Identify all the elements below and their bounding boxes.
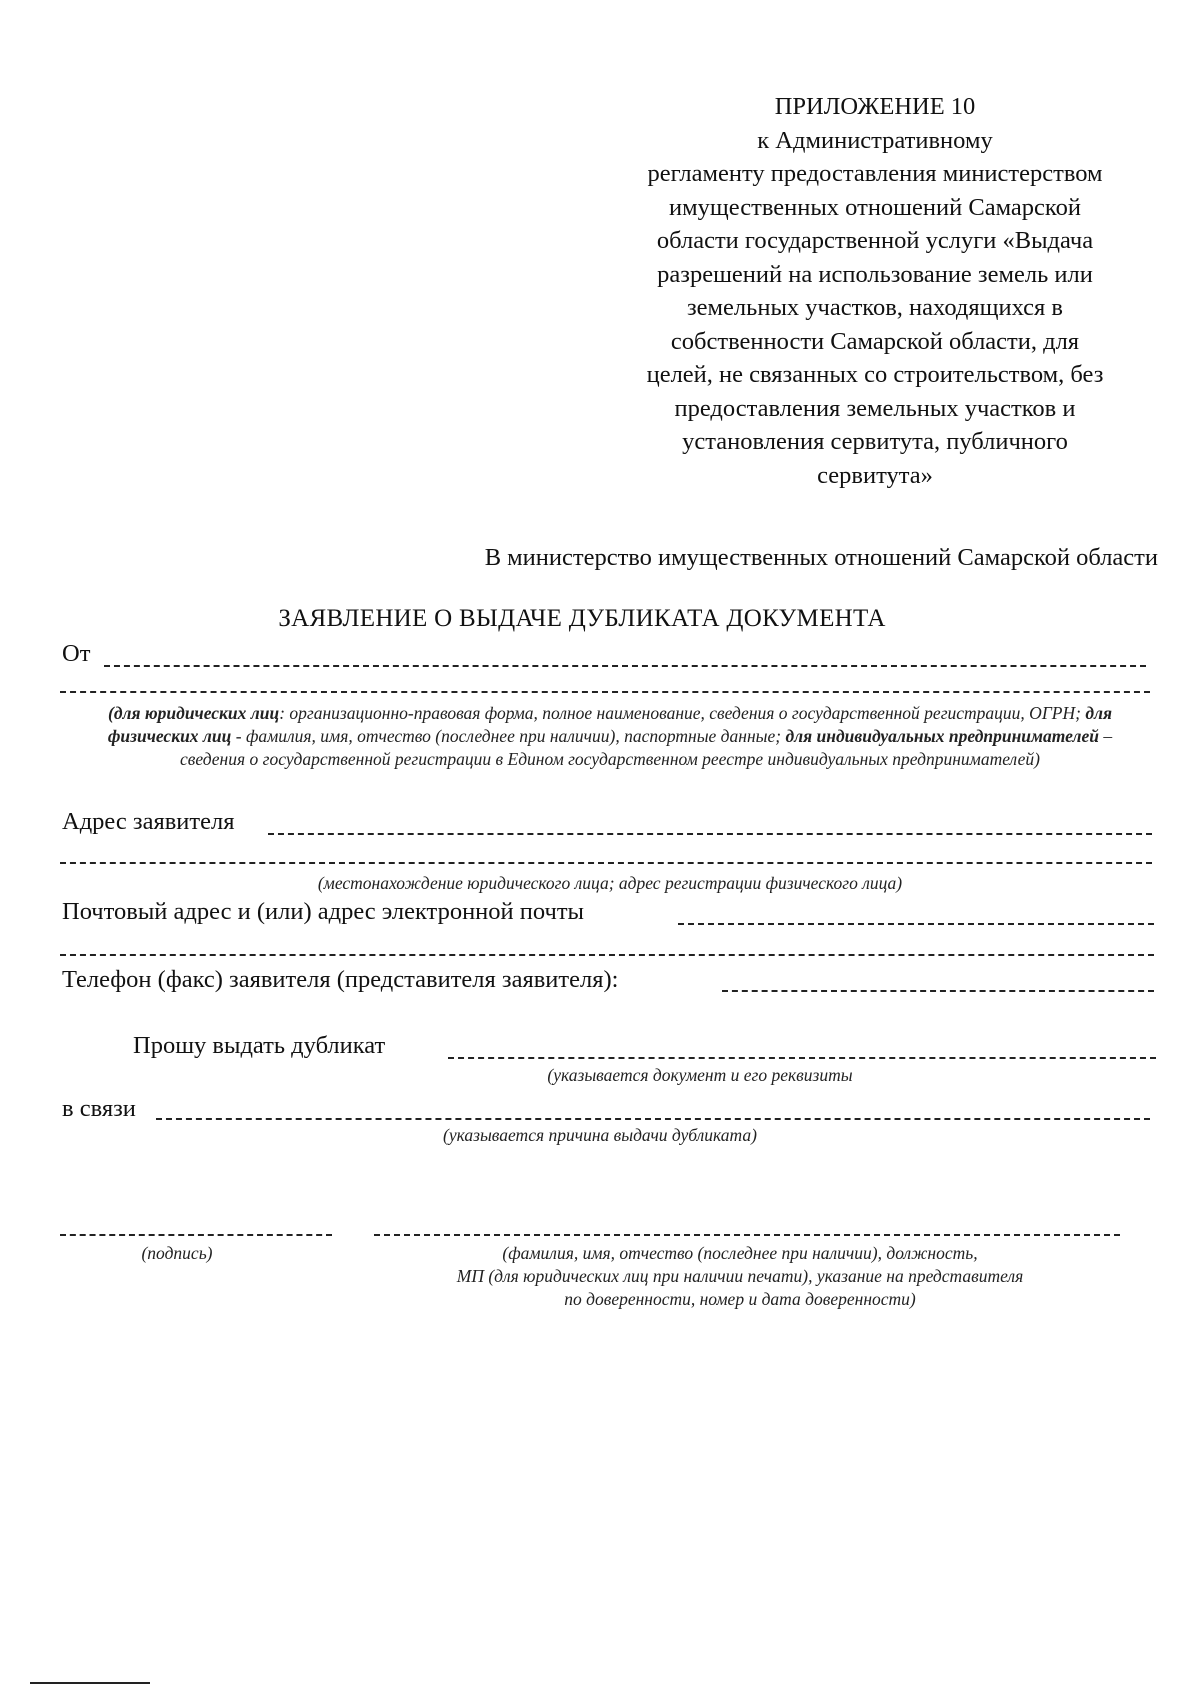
appendix-line: установления сервитута, публичного [682,428,1068,455]
request-field[interactable] [448,1057,1156,1059]
phone-label: Телефон (факс) заявителя (представителя заявителя): [62,966,619,993]
document-title-text: ЗАЯВЛЕНИЕ О ВЫДАЧЕ ДУБЛИКАТА ДОКУМЕНТА [278,605,886,632]
name-position-field[interactable] [374,1234,1120,1236]
hint-legal-entities: (для юридических лиц [108,703,280,723]
name-position-hint-line: МП (для юридических лиц при наличии печати), указание на представителя [456,1266,1024,1286]
appendix-line: предоставления земельных участков и [674,394,1076,422]
name-position-hint-line: (фамилия, имя, отчество (последнее при наличии), должность, [502,1243,978,1263]
hint-legal-entities-text: : организационно-правовая форма, полное наименование, сведения о государственной регистрации, ОГРН; [279,703,1086,723]
reason-label: в связи [62,1095,136,1122]
postal-address-label: Почтовый адрес и (или) адрес электронной почты [62,898,584,925]
reason-hint: (указывается причина выдачи дубликата) [443,1125,757,1145]
applicant-address-field-2[interactable] [60,862,1152,864]
appendix-line: ПРИЛОЖЕНИЕ 10 [774,93,976,120]
appendix-line: регламенту предоставления министерством [647,160,1103,187]
applicant-address-field-1[interactable] [268,833,1152,835]
postal-address-field-2[interactable] [60,954,1154,956]
name-position-hint [330,1242,1150,1311]
document-title [0,605,1200,633]
addressee-line: В министерство имущественных отношений Самарской области [484,544,1158,571]
appendix-line: области государственной услуги «Выдача [656,227,1094,254]
appendix-line: к Административному [757,126,993,154]
from-label: От [62,640,91,667]
phone-field[interactable] [722,990,1154,992]
hint-individuals-text: - фамилия, имя, отчество (последнее при наличии), паспортные данные; [231,726,786,746]
signature-hint: (подпись) [141,1243,213,1263]
signature-field[interactable] [60,1234,332,1236]
applicant-address-label: Адрес заявителя [62,808,235,835]
request-hint: (указывается документ и его реквизиты [547,1065,853,1085]
appendix-line: разрешений на использование земель или [657,260,1093,288]
hint-entrepreneurs: для индивидуальных предпринимателей [785,726,1099,746]
appendix-line: земельных участков, находящихся в [687,294,1063,321]
from-hint [80,702,1140,771]
appendix-line: имущественных отношений Самарской [669,193,1081,221]
appendix-line: собственности Самарской области, для [670,327,1080,355]
request-label: Прошу выдать дубликат [133,1032,386,1059]
from-field-line-1[interactable] [104,665,1146,667]
appendix-line: сервитута» [817,461,933,489]
appendix-line: целей, не связанных со строительством, без [646,361,1104,388]
from-field-line-2[interactable] [60,691,1150,693]
hint-individuals: для физических лиц [107,703,1112,746]
name-position-hint-line: по доверенности, номер и дата доверенности) [564,1289,916,1309]
hint-entrepreneurs-text: – сведения о государственной регистрации в Едином государственном реестре индивидуальных предпринимателей) [180,726,1113,769]
footnote-separator [30,1682,150,1684]
postal-address-field-1[interactable] [678,923,1154,925]
applicant-address-hint: (местонахождение юридического лица; адрес регистрации физического лица) [317,873,903,893]
appendix-header [595,90,1155,492]
reason-field[interactable] [156,1118,1150,1120]
